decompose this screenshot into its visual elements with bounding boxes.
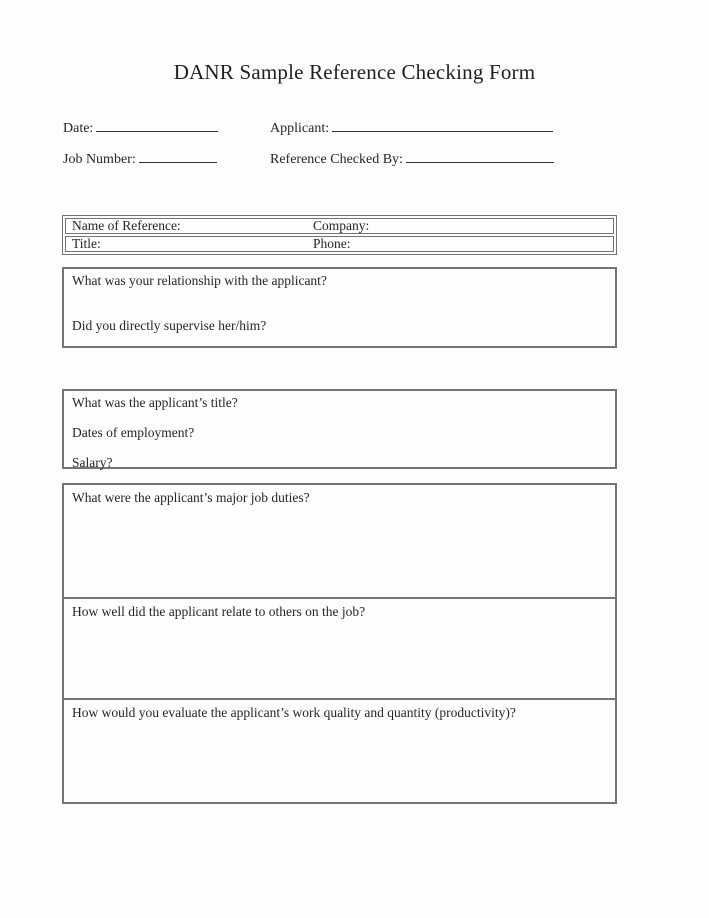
salary-question: Salary? [72,455,113,470]
evaluation-table [62,483,617,804]
title-label: Title: [72,236,101,251]
employment-question-box[interactable] [62,389,617,469]
supervise-question: Did you directly supervise her/him? [72,318,267,333]
contact-table-row-2[interactable] [65,236,614,252]
phone-label: Phone: [313,236,351,251]
reference-checked-by-fill-line[interactable] [406,150,554,163]
reference-checked-by-label: Reference Checked By: [270,152,403,167]
applicant-label: Applicant: [270,121,330,136]
relationship-question: What was your relationship with the applicant? [72,273,327,288]
applicant-field [270,119,553,137]
relate-to-others-answer-box[interactable] [64,597,615,698]
contact-table-row-1[interactable] [65,218,614,234]
date-fill-line[interactable] [96,119,218,132]
relationship-question-box[interactable] [62,267,617,348]
job-number-field [63,150,217,168]
form-title: DANR Sample Reference Checking Form [173,60,536,84]
company-label: Company: [313,218,370,233]
job-number-label: Job Number: [63,152,136,167]
job-number-fill-line[interactable] [139,150,217,163]
name-of-reference-label: Name of Reference: [72,218,181,233]
reference-contact-table [62,215,617,255]
work-quality-question: How would you evaluate the applicant’s work quality and quantity (productivity)? [72,705,516,720]
date-field [63,119,218,137]
dates-of-employment-question: Dates of employment? [72,425,195,440]
work-quality-answer-box[interactable] [64,698,615,802]
applicant-title-question: What was the applicant’s title? [72,395,238,410]
job-duties-answer-box[interactable] [64,485,615,597]
job-duties-question: What were the applicant’s major job duties? [72,490,310,505]
date-label: Date: [63,121,94,136]
relate-to-others-question: How well did the applicant relate to others on the job? [72,604,366,619]
reference-checked-by-field [270,150,554,168]
applicant-fill-line[interactable] [332,119,553,132]
